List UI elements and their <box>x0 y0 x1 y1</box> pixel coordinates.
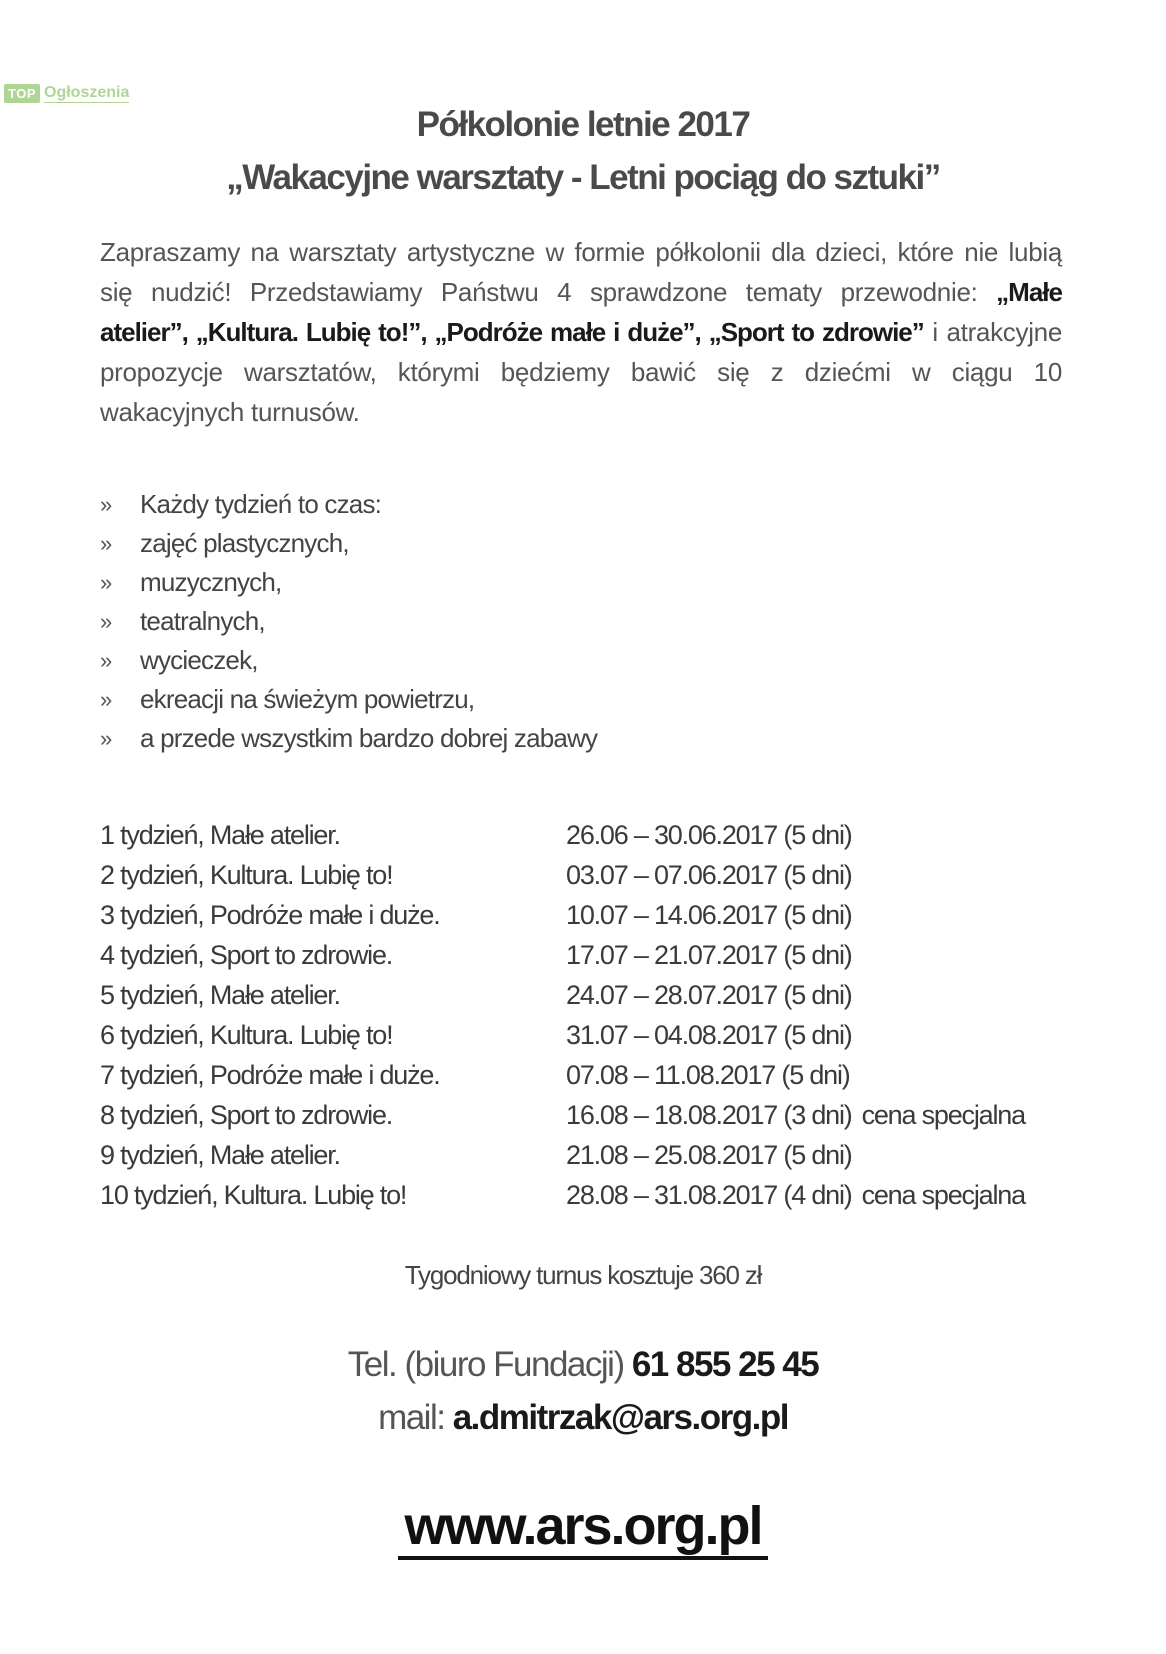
schedule-dates: 21.08 – 25.08.2017 (5 dni) <box>566 1139 852 1170</box>
schedule-week: 10 tydzień, Kultura. Lubię to! <box>100 1179 407 1210</box>
phone-number[interactable]: 61 855 25 45 <box>631 1345 819 1384</box>
watermark-badge: TOP <box>4 84 40 103</box>
schedule-week: 1 tydzień, Małe atelier. <box>100 819 340 850</box>
bullet-item <box>100 641 597 680</box>
schedule-row <box>100 815 1025 855</box>
schedule-dates: 17.07 – 21.07.2017 (5 dni) <box>566 939 852 970</box>
mail-address[interactable]: a.dmitrzak@ars.org.pl <box>452 1398 788 1437</box>
bullet-text: Każdy tydzień to czas: <box>140 489 382 519</box>
website-block <box>0 1495 1166 1557</box>
phone-label: Tel. (biuro Fundacji) <box>347 1345 624 1384</box>
bullet-item <box>100 602 597 641</box>
bullet-marker: » <box>100 491 112 517</box>
website-link[interactable]: www.ars.org.pl <box>398 1496 767 1560</box>
bullet-text: teatralnych, <box>140 606 265 636</box>
bullet-marker: » <box>100 647 112 673</box>
schedule-dates: 07.08 – 11.08.2017 (5 dni) <box>566 1059 850 1090</box>
schedule-week: 7 tydzień, Podróże małe i duże. <box>100 1059 440 1090</box>
schedule-week: 6 tydzień, Kultura. Lubię to! <box>100 1019 393 1050</box>
mail-label: mail: <box>378 1398 445 1437</box>
contact-mail <box>0 1398 1166 1438</box>
bullet-list <box>100 485 597 758</box>
bullet-item <box>100 680 597 719</box>
schedule-table <box>100 815 1025 1215</box>
bullet-marker: » <box>100 569 112 595</box>
bullet-marker: » <box>100 530 112 556</box>
watermark-text: Ogłoszenia <box>44 84 130 101</box>
contact-phone <box>0 1345 1166 1385</box>
bullet-text: wycieczek, <box>140 645 258 675</box>
schedule-row <box>100 855 1025 895</box>
bullet-item <box>100 719 597 758</box>
bullet-text: ekreacji na świeżym powietrzu, <box>140 684 475 714</box>
intro-themes: „Małe atelier”, „Kultura. Lubię to!”, „Podróże małe i duże”, „Sport to zdrowie” <box>100 277 1062 347</box>
schedule-dates: 24.07 – 28.07.2017 (5 dni) <box>566 979 852 1010</box>
schedule-dates: 31.07 – 04.08.2017 (5 dni) <box>566 1019 852 1050</box>
bullet-text: zajęć plastycznych, <box>140 528 349 558</box>
schedule-note: cena specjalna <box>861 1179 1025 1210</box>
intro-text-before: Zapraszamy na warsztaty artystyczne w formie półkolonii dla dzieci, które nie lubią się nudzić! Przedstawiamy Państwu 4 sprawdzone tematy przewodnie: <box>100 237 1062 307</box>
bullet-item <box>100 524 597 563</box>
schedule-row <box>100 1175 1025 1215</box>
schedule-row <box>100 1055 1025 1095</box>
schedule-dates: 28.08 – 31.08.2017 (4 dni) <box>566 1179 852 1210</box>
schedule-week: 5 tydzień, Małe atelier. <box>100 979 340 1010</box>
schedule-dates: 10.07 – 14.06.2017 (5 dni) <box>566 899 852 930</box>
schedule-row <box>100 975 1025 1015</box>
intro-text-after: i atrakcyjne propozycje warsztatów, którymi będziemy bawić się z dziećmi w ciągu 10 wakacyjnych turnusów. <box>100 317 1062 427</box>
schedule-row <box>100 1095 1025 1135</box>
schedule-row <box>100 895 1025 935</box>
bullet-marker: » <box>100 608 112 634</box>
schedule-week: 3 tydzień, Podróże małe i duże. <box>100 899 440 930</box>
schedule-week: 2 tydzień, Kultura. Lubię to! <box>100 859 393 890</box>
bullet-text: muzycznych, <box>140 567 282 597</box>
schedule-dates: 03.07 – 07.06.2017 (5 dni) <box>566 859 852 890</box>
bullet-text: a przede wszystkim bardzo dobrej zabawy <box>140 723 598 753</box>
schedule-dates: 26.06 – 30.06.2017 (5 dni) <box>566 819 852 850</box>
schedule-dates: 16.08 – 18.08.2017 (3 dni) <box>566 1099 852 1130</box>
page-subtitle: „Wakacyjne warsztaty - Letni pociąg do sztuki” <box>226 158 940 197</box>
bullet-marker: » <box>100 725 112 751</box>
watermark-logo <box>4 84 129 103</box>
bullet-marker: » <box>100 686 112 712</box>
bullet-item <box>100 485 597 524</box>
schedule-week: 8 tydzień, Sport to zdrowie. <box>100 1099 393 1130</box>
schedule-row <box>100 935 1025 975</box>
bullet-item <box>100 563 597 602</box>
schedule-week: 9 tydzień, Małe atelier. <box>100 1139 340 1170</box>
price-text: Tygodniowy turnus kosztuje 360 zł <box>404 1260 762 1290</box>
intro-paragraph <box>100 232 1062 432</box>
schedule-row <box>100 1015 1025 1055</box>
schedule-week: 4 tydzień, Sport to zdrowie. <box>100 939 393 970</box>
page-title: Półkolonie letnie 2017 <box>416 105 750 144</box>
schedule-row <box>100 1135 1025 1175</box>
schedule-note: cena specjalna <box>861 1099 1025 1130</box>
